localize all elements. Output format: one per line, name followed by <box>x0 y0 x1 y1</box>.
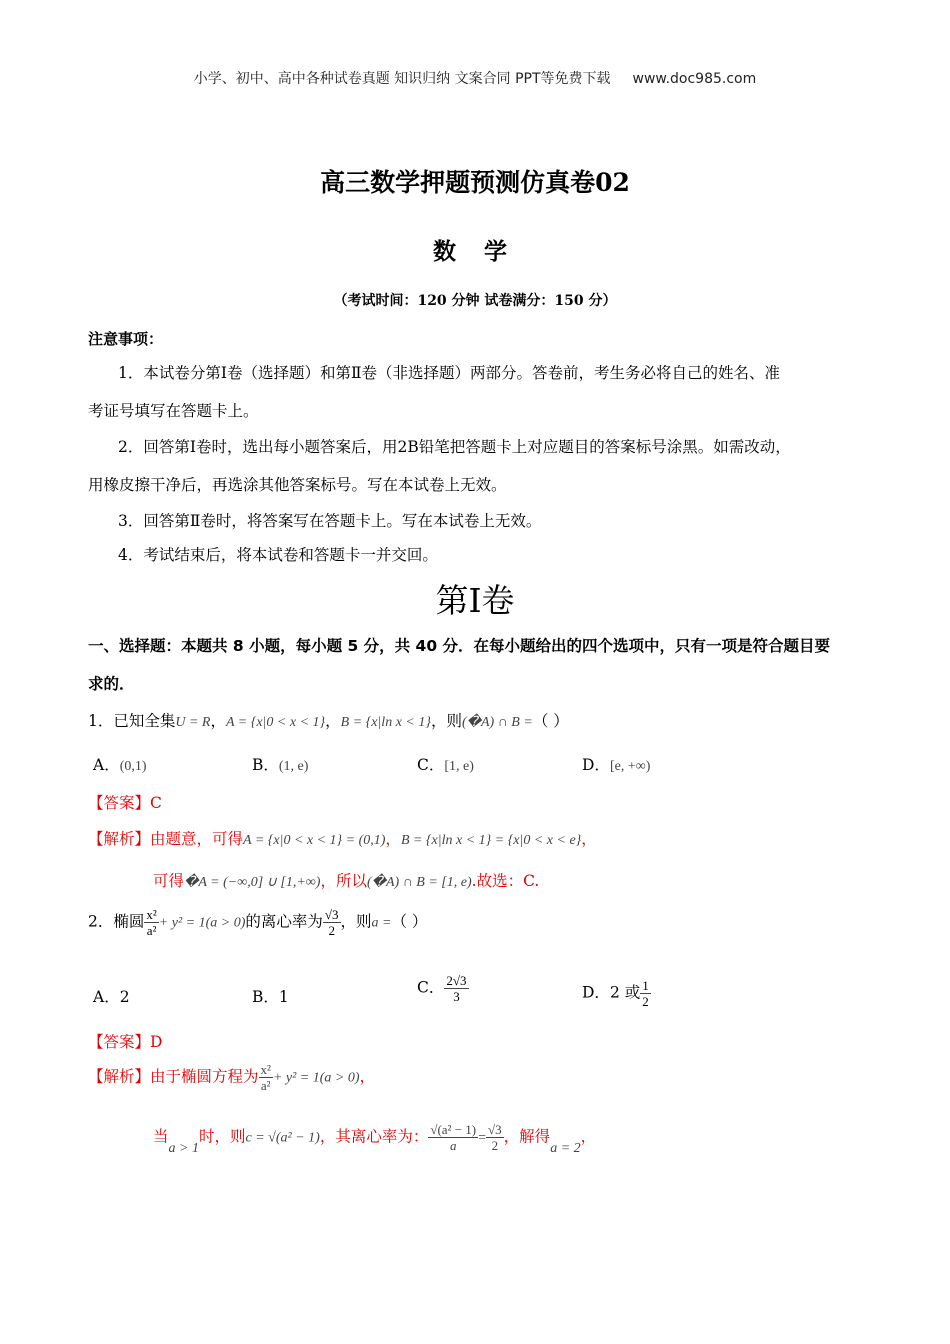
header-text: 小学、初中、高中各种试卷真题 知识归纳 文案合同 PPT等免费下载 <box>193 71 611 87</box>
volume-title: 第Ⅰ卷 <box>435 581 515 620</box>
notice-item: 考证号填写在答题卡上。 <box>88 402 259 420</box>
notice-item: 用橡皮擦干净后，再选涂其他答案标号。写在本试卷上无效。 <box>88 476 507 494</box>
analysis-text: 由于椭圆方程为 <box>150 1067 259 1086</box>
option-value: (0,1) <box>119 759 147 774</box>
analysis-fraction <box>259 1062 273 1093</box>
q2-analysis-line1 <box>88 1062 375 1093</box>
q2-prefix: 2．椭圆 <box>88 912 145 931</box>
option-label: C． <box>417 756 445 774</box>
analysis-math: + y² = 1(a > 0) <box>272 1070 360 1086</box>
analysis-math: c = √(a² − 1) <box>245 1130 320 1146</box>
header-site[interactable]: www.doc985.com <box>632 71 757 87</box>
site-header <box>0 68 950 88</box>
q1-paren: （ ） <box>532 712 569 730</box>
fraction-denominator: a <box>449 1138 457 1153</box>
option-value: 2 <box>119 988 130 1006</box>
q1-prefix: 1．已知全集 <box>88 712 176 730</box>
option-label: D． <box>582 756 610 774</box>
option-value: (1, e) <box>278 759 309 774</box>
q1-option-a[interactable] <box>93 753 147 775</box>
notice-heading: 注意事项： <box>88 330 164 348</box>
fraction-denominator: 2 <box>642 994 649 1009</box>
analysis-math: (�A) ∩ B = [1, e) <box>366 875 472 890</box>
q1-option-d[interactable] <box>582 753 650 775</box>
analysis-text: 当 <box>153 1127 169 1146</box>
analysis-text: ，其离心率为： <box>319 1127 429 1146</box>
notice-item: 2．回答第Ⅰ卷时，选出每小题答案后，用2B铅笔把答题卡上对应题目的答案标号涂黑。如需改动， <box>118 438 791 456</box>
page-title: 高三数学押题预测仿真卷02 <box>320 168 630 197</box>
fraction-numerator: x² <box>260 1062 271 1077</box>
q2-answer <box>88 1030 162 1052</box>
exam-time: （考试时间：120 分钟 试卷满分：150 分） <box>333 293 617 309</box>
question-2 <box>88 907 427 938</box>
q1-answer <box>88 791 162 813</box>
option-label: C． <box>417 978 445 997</box>
option-label: D． <box>582 983 610 1002</box>
fraction-numerator: 2√3 <box>446 973 467 988</box>
analysis-tag: 【解析】 <box>88 830 151 848</box>
option-value: 2 或 <box>609 983 641 1002</box>
analysis-text: ， <box>580 1127 597 1146</box>
analysis-text: 时，则 <box>198 1127 246 1146</box>
option-label: B． <box>252 988 279 1006</box>
q1-set-a: A = {x|0 < x < 1} <box>226 715 326 730</box>
answer-value: C <box>150 794 162 812</box>
fraction-denominator: 2 <box>491 1138 499 1153</box>
option-fraction <box>444 973 468 1004</box>
question-1: 1．已知全集U = R，A = {x|0 < x < 1}，B = {x|ln x < 1}，则(�A) ∩ B =（ ） <box>88 712 569 730</box>
fraction-numerator: x² <box>146 907 157 922</box>
analysis-text: 由题意，可得 <box>150 830 244 848</box>
q1-analysis-line2 <box>153 869 539 891</box>
q2-option-d[interactable] <box>582 978 651 1009</box>
fraction-numerator: 1 <box>642 978 649 993</box>
analysis-text: ，所以 <box>320 872 367 890</box>
q2-text: 的离心率为 <box>245 912 323 931</box>
q2-variable: a = <box>371 915 392 931</box>
option-label: A． <box>93 988 120 1006</box>
notice-item: 1．本试卷分第Ⅰ卷（选择题）和第Ⅱ卷（非选择题）两部分。答卷前，考生务必将自己的姓名、准 <box>118 364 781 382</box>
analysis-text: .故选：C. <box>471 872 540 890</box>
analysis-fraction <box>486 1122 504 1153</box>
option-value: 1 <box>278 988 289 1006</box>
q2-option-a[interactable] <box>93 985 130 1007</box>
q2-eccentricity <box>323 907 341 938</box>
option-label: A． <box>93 756 120 774</box>
notice-item: 4．考试结束后，将本试卷和答题卡一并交回。 <box>118 546 438 564</box>
q2-fraction <box>144 907 158 938</box>
q2-analysis-line2 <box>153 1122 597 1156</box>
answer-tag: 【答案】 <box>88 794 151 812</box>
q1-ask: (�A) ∩ B = <box>461 715 533 730</box>
fraction-denominator: a² <box>260 1078 271 1093</box>
q2-equation: + y² = 1(a > 0) <box>158 915 246 931</box>
q1-set-b: B = {x|ln x < 1} <box>340 715 431 730</box>
q1-analysis-line1: 【解析】由题意，可得A = {x|0 < x < 1} = (0,1)，B = {x|ln x < 1} = {x|0 < x < e}， <box>88 830 597 848</box>
q2-text: ，则 <box>340 912 372 931</box>
option-value: [1, e) <box>444 759 474 774</box>
fraction-numerator: √3 <box>324 907 339 922</box>
q2-paren: （ ） <box>391 912 428 931</box>
analysis-math: a > 1 <box>168 1140 199 1156</box>
q1-option-c[interactable] <box>417 753 474 775</box>
analysis-math: A = {x|0 < x < 1} = (0,1) <box>243 833 386 848</box>
analysis-math: a = 2 <box>550 1140 581 1156</box>
subject-title: 数 学 <box>432 238 517 265</box>
q1-universal-set: U = R <box>175 715 211 730</box>
fraction-denominator: 3 <box>453 989 460 1004</box>
section-heading-cont: 求的． <box>88 675 135 693</box>
notice-item: 3．回答第Ⅱ卷时，将答案写在答题卡上。写在本试卷上无效。 <box>118 512 542 530</box>
analysis-text: ，解得 <box>503 1127 551 1146</box>
q1-option-b[interactable] <box>252 753 308 775</box>
answer-tag: 【答案】 <box>88 1033 151 1051</box>
analysis-math: = <box>478 1130 487 1146</box>
fraction-numerator: √(a² − 1) <box>430 1122 477 1137</box>
analysis-fraction <box>428 1122 478 1153</box>
option-label: B． <box>252 756 279 774</box>
q2-option-c[interactable] <box>417 973 469 1004</box>
option-fraction <box>640 978 651 1009</box>
fraction-denominator: 2 <box>328 923 335 938</box>
analysis-text: ， <box>359 1067 376 1086</box>
fraction-numerator: √3 <box>488 1122 502 1137</box>
answer-value: D <box>150 1033 163 1051</box>
fraction-denominator: a² <box>146 923 157 938</box>
analysis-math: �A = (−∞,0] ∪ [1,+∞) <box>184 875 321 890</box>
option-value: [e, +∞) <box>609 759 651 774</box>
analysis-math: B = {x|ln x < 1} = {x|0 < x < e} <box>400 833 582 848</box>
section-heading: 一、选择题：本题共 8 小题，每小题 5 分，共 40 分．在每小题给出的四个选项中，只有一项是符合题目要 <box>88 637 831 655</box>
analysis-text: 可得 <box>153 872 185 890</box>
analysis-tag: 【解析】 <box>88 1067 151 1086</box>
q2-option-b[interactable] <box>252 985 289 1007</box>
q1-ask-pre: ，则 <box>430 712 462 730</box>
